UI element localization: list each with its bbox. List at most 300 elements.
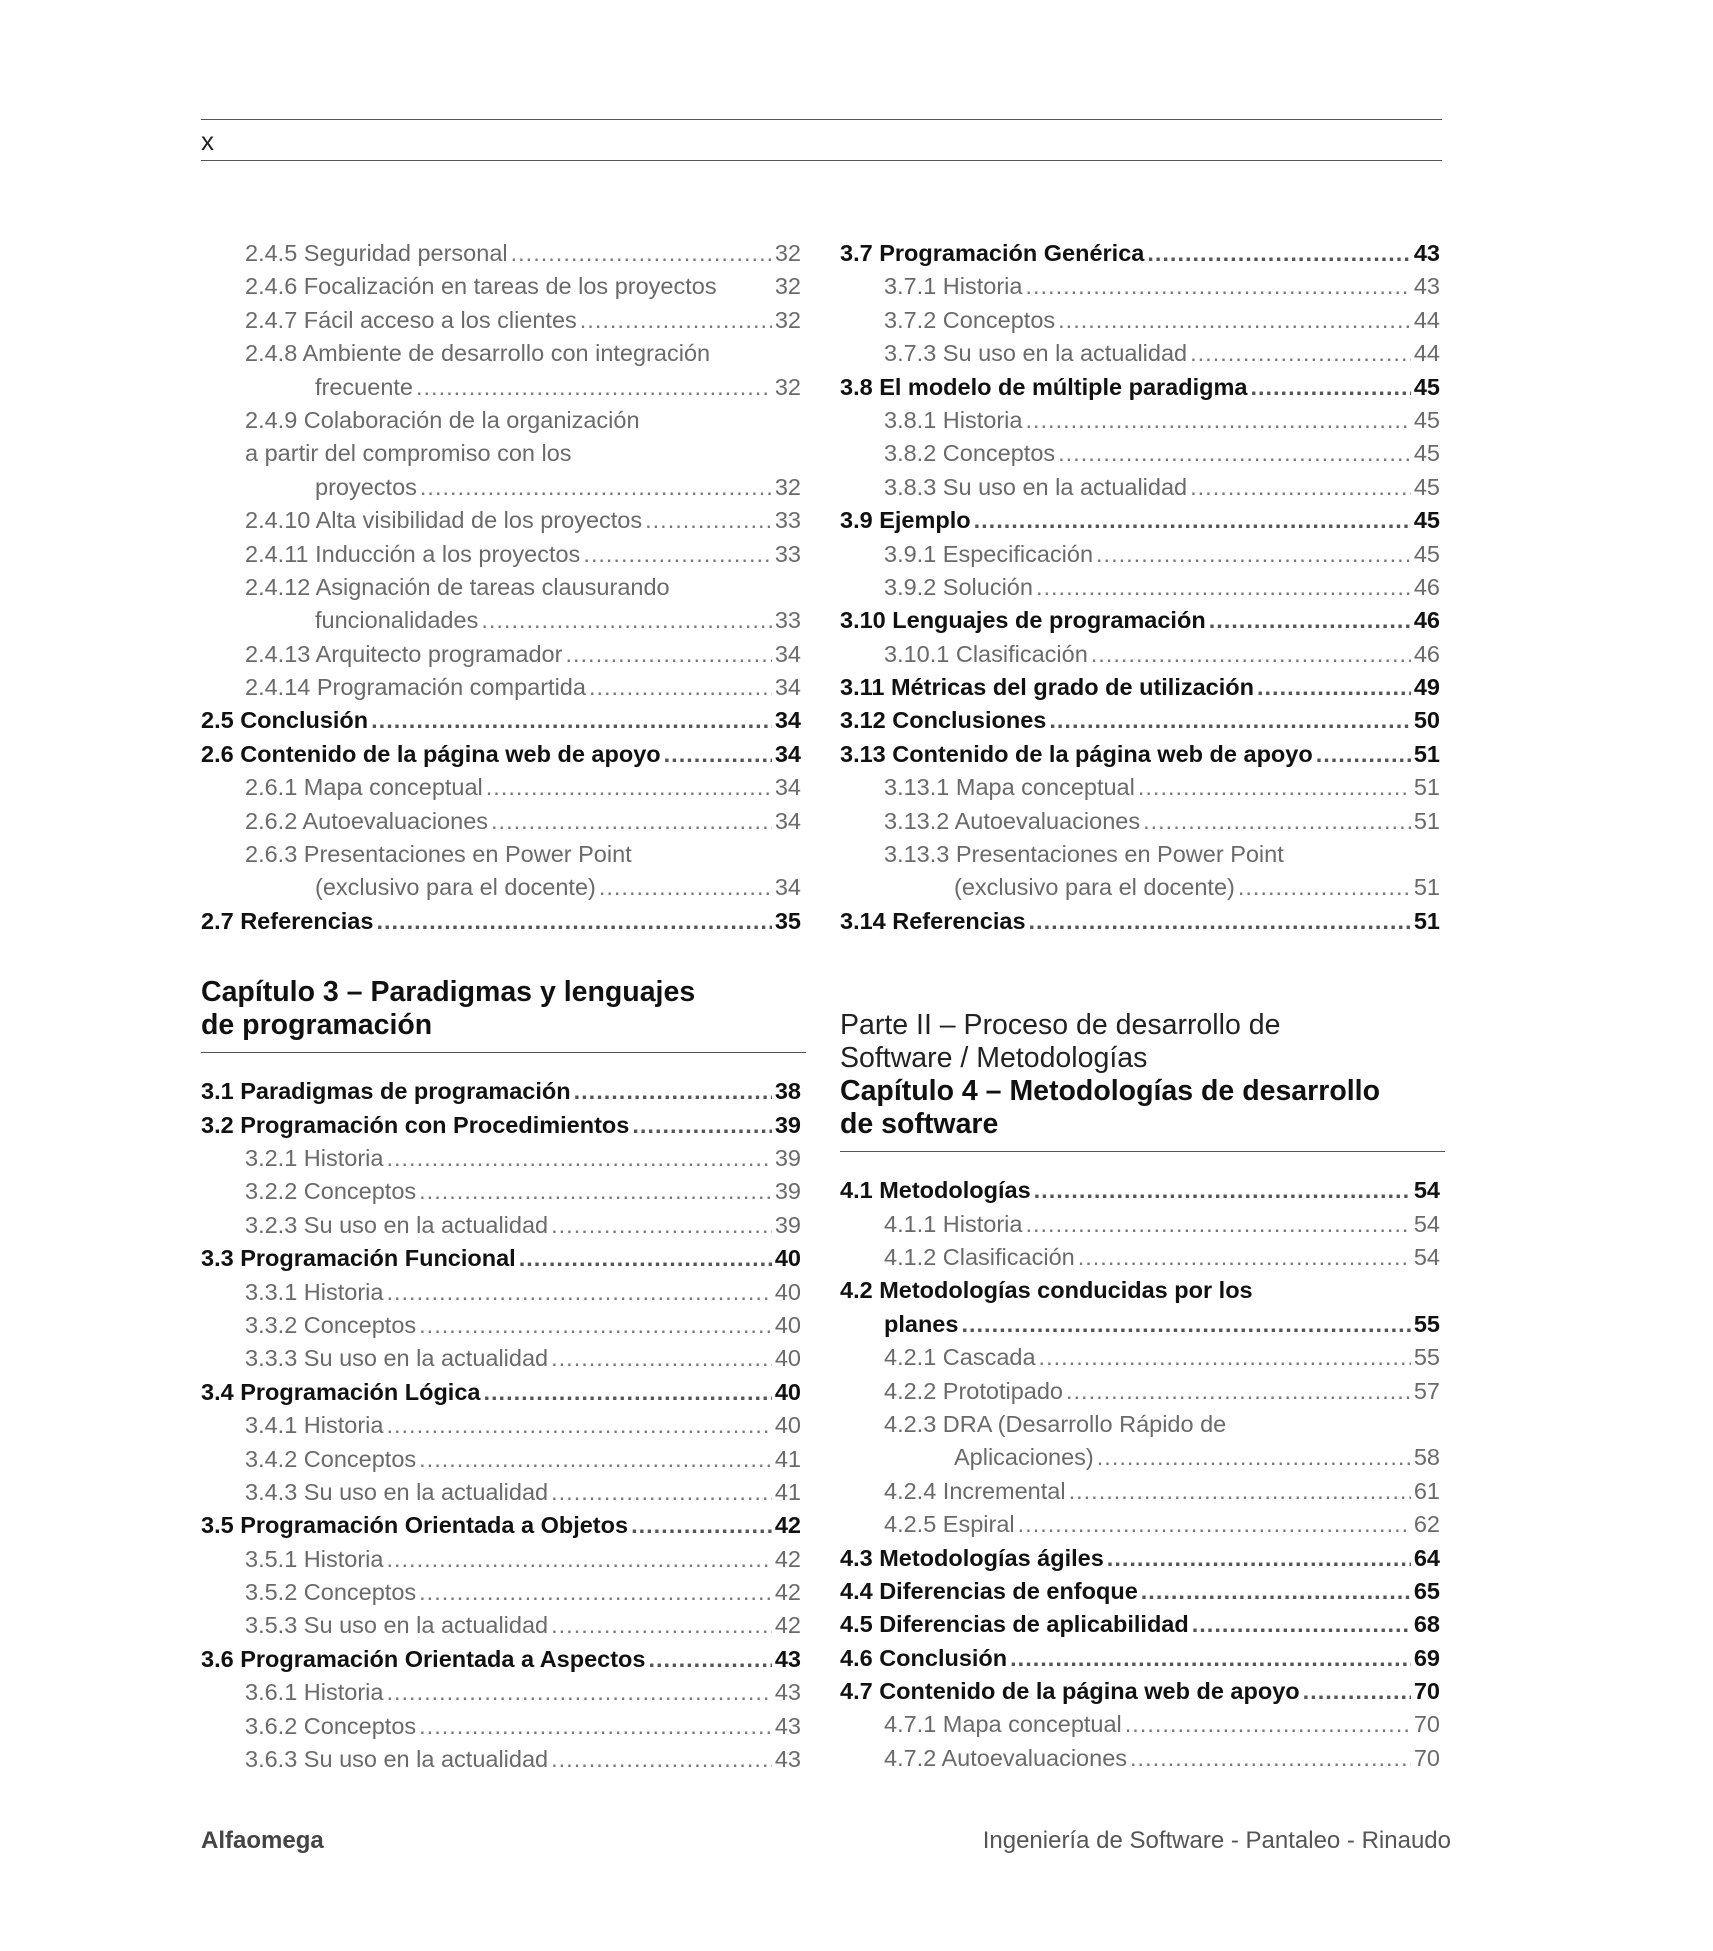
toc-entry[interactable] — [201, 1710, 801, 1743]
toc-entry-page: 54 — [1413, 1177, 1440, 1204]
toc-entry-page: 40 — [774, 1311, 801, 1338]
toc-entry[interactable] — [201, 371, 801, 404]
toc-entry-page: 40 — [774, 1412, 801, 1439]
toc-entry-title: 2.6.1 Mapa conceptual — [245, 774, 483, 801]
toc-entry[interactable] — [840, 337, 1440, 370]
toc-entry-title: frecuente — [315, 373, 413, 400]
part-heading — [840, 1009, 1440, 1152]
toc-entry[interactable] — [201, 1075, 801, 1108]
toc-entry-title: funcionalidades — [315, 607, 479, 634]
header-rule-top — [201, 119, 1442, 120]
dot-leader — [1058, 304, 1411, 337]
dot-leader — [1138, 771, 1411, 804]
toc-entry-page: 45 — [1413, 406, 1440, 433]
toc-entry-page: 51 — [1413, 807, 1440, 834]
toc-entry[interactable] — [840, 270, 1440, 303]
toc-entry[interactable] — [840, 237, 1440, 270]
toc-entry-page: 39 — [774, 1111, 801, 1138]
toc-entry[interactable] — [840, 371, 1440, 404]
toc-entry[interactable] — [201, 1175, 801, 1208]
toc-entry[interactable] — [840, 1174, 1440, 1207]
toc-entry-page: 43 — [774, 1645, 801, 1672]
toc-entry[interactable] — [201, 1609, 801, 1642]
toc-entry-title: 2.4.10 Alta visibilidad de los proyectos — [245, 507, 643, 534]
toc-entry[interactable] — [840, 805, 1440, 838]
toc-entry-title: 3.4 Programación Lógica — [201, 1378, 481, 1405]
header-rule-bottom — [201, 160, 1442, 161]
toc-entry-title: 3.5.3 Su uso en la actualidad — [245, 1612, 549, 1639]
dot-leader — [386, 1543, 771, 1576]
toc-entry[interactable] — [840, 538, 1440, 571]
toc-entry-title: 2.4.11 Inducción a los proyectos — [245, 540, 581, 567]
toc-entry-title: 3.10 Lenguajes de programación — [840, 607, 1206, 634]
dot-leader — [1091, 638, 1411, 671]
dot-leader — [1096, 538, 1411, 571]
toc-entry-page: 49 — [1413, 674, 1440, 701]
toc-entry-title: 3.5.1 Historia — [245, 1545, 384, 1572]
toc-entry[interactable]: a partir del compromiso con los — [245, 440, 572, 467]
toc-entry-page: 32 — [774, 473, 801, 500]
toc-entry-title: 4.2.4 Incremental — [884, 1477, 1066, 1504]
toc-entry-title: 3.4.2 Conceptos — [245, 1445, 417, 1472]
toc-entry[interactable] — [201, 1242, 801, 1275]
toc-entry[interactable] — [201, 538, 801, 571]
toc-entry-page: 55 — [1413, 1310, 1440, 1337]
dot-leader — [419, 1443, 772, 1476]
toc-entry[interactable] — [840, 638, 1440, 671]
dot-leader — [1143, 805, 1411, 838]
dot-leader — [1238, 871, 1411, 904]
toc-entry[interactable] — [840, 704, 1440, 737]
toc-entry[interactable] — [201, 1209, 801, 1242]
toc-entry[interactable] — [840, 504, 1440, 537]
dot-leader — [511, 237, 772, 270]
toc-entry[interactable] — [840, 1308, 1440, 1341]
toc-entry-title: 3.4.3 Su uso en la actualidad — [245, 1478, 549, 1505]
toc-entry[interactable] — [840, 738, 1440, 771]
toc-list — [840, 1174, 1440, 1775]
part-title-line: Parte II – Proceso de desarrollo de — [840, 1009, 1281, 1042]
toc-entry-page: 33 — [774, 540, 801, 567]
toc-entry[interactable]: 3.13.3 Presentaciones en Power Point — [884, 841, 1284, 868]
toc-entry[interactable] — [840, 671, 1440, 704]
toc-entry-title: planes — [884, 1310, 959, 1337]
dot-leader — [1190, 471, 1411, 504]
toc-entry-page: 42 — [774, 1612, 801, 1639]
toc-entry-title: 4.2.1 Cascada — [884, 1344, 1036, 1371]
toc-entry-page: 34 — [774, 640, 801, 667]
toc-entry-title: proyectos — [315, 473, 417, 500]
toc-list — [840, 237, 1440, 938]
footer-book-title: Ingeniería de Software - Pantaleo - Rinaudo — [982, 1827, 1451, 1854]
toc-entry-title: 3.14 Referencias — [840, 907, 1026, 934]
toc-entry[interactable] — [201, 905, 801, 938]
toc-entry-page: 43 — [1413, 240, 1440, 266]
toc-entry-page: 34 — [774, 674, 801, 701]
toc-entry[interactable] — [201, 1576, 801, 1609]
toc-entry-title: 3.3.3 Su uso en la actualidad — [245, 1345, 549, 1372]
toc-entry-page: 32 — [774, 240, 801, 266]
toc-entry[interactable] — [201, 1743, 801, 1776]
toc-entry-page: 51 — [1413, 907, 1440, 934]
dot-leader — [589, 671, 772, 704]
toc-entry-title: 3.3.1 Historia — [245, 1278, 384, 1305]
toc-entry[interactable] — [840, 1608, 1440, 1641]
toc-entry[interactable] — [840, 771, 1440, 804]
toc-entry-title: 3.7.1 Historia — [884, 273, 1023, 300]
toc-entry-title: 3.13.2 Autoevaluaciones — [884, 807, 1141, 834]
toc-entry[interactable] — [840, 404, 1440, 437]
toc-entry[interactable] — [201, 1342, 801, 1375]
toc-entry[interactable] — [201, 805, 801, 838]
toc-entry-page: 45 — [1413, 373, 1440, 400]
dot-leader — [961, 1308, 1410, 1341]
toc-entry[interactable] — [201, 604, 801, 637]
toc-entry-page: 44 — [1413, 340, 1440, 367]
dot-leader — [386, 1142, 771, 1175]
toc-entry-page: 61 — [1413, 1477, 1440, 1504]
toc-entry[interactable] — [201, 1276, 801, 1309]
dot-leader — [645, 504, 772, 537]
toc-entry-title: 4.7.2 Autoevaluaciones — [884, 1744, 1128, 1771]
chapter-title-line: de software — [840, 1108, 999, 1141]
toc-entry-page: 64 — [1413, 1544, 1440, 1571]
toc-entry-page: 45 — [1413, 507, 1440, 534]
toc-entry-page: 32 — [774, 273, 801, 300]
toc-entry-title: 3.3.2 Conceptos — [245, 1311, 417, 1338]
toc-entry[interactable] — [201, 237, 801, 270]
dot-leader — [1192, 1608, 1411, 1641]
dot-leader — [1034, 1174, 1411, 1207]
chapter-rule — [201, 1052, 806, 1053]
toc-entry-page: 40 — [774, 1345, 801, 1372]
toc-entry-page: 35 — [774, 907, 801, 934]
toc-entry-page: 42 — [774, 1579, 801, 1606]
dot-leader — [420, 471, 772, 504]
dot-leader — [580, 304, 772, 337]
toc-entry[interactable] — [201, 1409, 801, 1442]
dot-leader — [1010, 1642, 1411, 1675]
dot-leader — [631, 1509, 772, 1542]
toc-entry-title: 4.2.5 Espiral — [884, 1511, 1015, 1538]
dot-leader — [1029, 905, 1411, 938]
dot-leader — [416, 371, 772, 404]
toc-entry-page: 69 — [1413, 1644, 1440, 1671]
dot-leader — [1025, 1208, 1410, 1241]
toc-entry-title: 3.4.1 Historia — [245, 1412, 384, 1439]
toc-entry-page: 44 — [1413, 306, 1440, 333]
toc-entry-title: Aplicaciones) — [954, 1444, 1094, 1471]
toc-entry-title: 3.5.2 Conceptos — [245, 1579, 417, 1606]
dot-leader — [1036, 571, 1411, 604]
toc-entry-page: 68 — [1413, 1611, 1440, 1638]
toc-entry[interactable] — [201, 771, 801, 804]
toc-entry-page: 40 — [774, 1245, 801, 1272]
toc-entry[interactable] — [201, 1476, 801, 1509]
toc-entry[interactable] — [840, 1208, 1440, 1241]
toc-entry-page: 34 — [774, 774, 801, 801]
toc-entry-title: 2.4.14 Programación compartida — [245, 674, 586, 701]
toc-entry-page: 62 — [1413, 1511, 1440, 1538]
toc-entry[interactable] — [840, 304, 1440, 337]
toc-entry[interactable] — [201, 1543, 801, 1576]
toc-entry[interactable] — [201, 738, 801, 771]
toc-entry-page: 43 — [774, 1679, 801, 1706]
toc-entry[interactable] — [840, 871, 1440, 904]
toc-entry-page: 32 — [774, 373, 801, 400]
toc-entry-page: 57 — [1413, 1377, 1440, 1404]
toc-entry-title: 3.7.3 Su uso en la actualidad — [884, 340, 1188, 367]
toc-entry-page: 34 — [774, 707, 801, 734]
toc-entry-title: 3.6 Programación Orientada a Aspectos — [201, 1645, 646, 1672]
toc-entry-title: 2.5 Conclusión — [201, 707, 369, 734]
toc-entry[interactable]: 2.4.8 Ambiente de desarrollo con integración — [245, 340, 711, 367]
toc-entry-page: 55 — [1413, 1344, 1440, 1371]
toc-entry[interactable]: 2.4.9 Colaboración de la organización — [245, 406, 640, 433]
toc-entry-page: 39 — [774, 1144, 801, 1171]
toc-entry-page: 40 — [774, 1378, 801, 1405]
dot-leader — [648, 1643, 771, 1676]
toc-entry-page: 50 — [1413, 707, 1440, 734]
toc-entry-title: 3.13 Contenido de la página web de apoyo — [840, 740, 1313, 767]
toc-entry[interactable]: 4.2 Metodologías conducidas por los — [840, 1277, 1253, 1304]
footer-publisher: Alfaomega — [201, 1827, 324, 1854]
toc-entry-title: 3.1 Paradigmas de programación — [201, 1078, 571, 1105]
page-number: x — [201, 126, 214, 156]
dot-leader — [1316, 738, 1411, 771]
toc-entry-title: 3.5 Programación Orientada a Objetos — [201, 1512, 629, 1539]
toc-entry[interactable] — [201, 1376, 801, 1409]
toc-entry-page: 33 — [774, 507, 801, 534]
dot-leader — [583, 538, 772, 571]
toc-entry[interactable] — [840, 1542, 1440, 1575]
dot-leader — [1107, 1542, 1411, 1575]
toc-entry-title: 3.8.3 Su uso en la actualidad — [884, 473, 1188, 500]
toc-entry-page: 46 — [1413, 607, 1440, 634]
toc-entry[interactable] — [840, 905, 1440, 938]
dot-leader — [1069, 1475, 1411, 1508]
dot-leader — [419, 1710, 772, 1743]
toc-entry[interactable] — [201, 1643, 801, 1676]
dot-leader — [491, 805, 772, 838]
toc-entry[interactable] — [201, 1509, 801, 1542]
toc-entry-title: 4.7 Contenido de la página web de apoyo — [840, 1678, 1300, 1705]
toc-entry[interactable] — [201, 704, 801, 737]
toc-entry[interactable] — [201, 871, 801, 904]
dot-leader — [481, 604, 772, 637]
dot-leader — [386, 1676, 771, 1709]
dot-leader — [1130, 1742, 1411, 1775]
toc-entry-page: 46 — [1413, 573, 1440, 600]
toc-entry-page: 41 — [774, 1445, 801, 1472]
toc-entry-page: 45 — [1413, 540, 1440, 567]
toc-entry-page: 70 — [1413, 1744, 1440, 1771]
dot-leader — [974, 504, 1411, 537]
toc-entry-page: 54 — [1413, 1243, 1440, 1270]
toc-entry-title: 4.2.2 Prototipado — [884, 1377, 1063, 1404]
toc-entry[interactable] — [201, 1109, 801, 1142]
dot-leader — [551, 1209, 772, 1242]
toc-entry-title: 3.2.1 Historia — [245, 1144, 384, 1171]
toc-entry[interactable] — [201, 1142, 801, 1175]
chapter-title-line: Capítulo 4 – Metodologías de desarrollo — [840, 1075, 1380, 1108]
toc-entry-page: 34 — [774, 874, 801, 901]
toc-entry-title: 4.7.1 Mapa conceptual — [884, 1711, 1122, 1738]
dot-leader — [386, 1409, 771, 1442]
toc-entry[interactable] — [840, 1508, 1440, 1541]
dot-leader — [1078, 1241, 1411, 1274]
toc-entry-page: 45 — [1413, 440, 1440, 467]
dot-leader — [1058, 437, 1411, 470]
toc-entry-page: 43 — [1413, 273, 1440, 300]
toc-entry[interactable] — [840, 1708, 1440, 1741]
dot-leader — [386, 1276, 771, 1309]
toc-entry-page: 34 — [774, 807, 801, 834]
toc-entry-page: 41 — [774, 1478, 801, 1505]
dot-leader — [1257, 671, 1411, 704]
toc-entry[interactable] — [201, 671, 801, 704]
toc-column-right — [840, 237, 1440, 1775]
toc-entry-title: 4.4 Diferencias de enfoque — [840, 1577, 1138, 1604]
toc-entry[interactable] — [201, 1309, 801, 1342]
toc-entry-title: 2.4.7 Fácil acceso a los clientes — [245, 306, 577, 333]
dot-leader — [1303, 1675, 1411, 1708]
toc-entry-page: 32 — [774, 306, 801, 333]
toc-entry-title: 3.8.1 Historia — [884, 406, 1023, 433]
toc-entry-title: 4.1.1 Historia — [884, 1210, 1023, 1237]
toc-entry-title: 3.2.3 Su uso en la actualidad — [245, 1211, 549, 1238]
toc-entry-page: 43 — [774, 1746, 801, 1773]
toc-entry[interactable]: 2.6.3 Presentaciones en Power Point — [245, 841, 632, 868]
toc-entry-title: 2.4.6 Focalización en tareas de los proyectos — [245, 273, 717, 300]
toc-entry[interactable] — [201, 1443, 801, 1476]
toc-entry-title: 3.7 Programación Genérica — [840, 240, 1145, 266]
toc-entry-title: 2.7 Referencias — [201, 907, 374, 934]
toc-entry-title: 3.6.3 Su uso en la actualidad — [245, 1746, 549, 1773]
dot-leader — [1049, 704, 1411, 737]
toc-entry-page: 51 — [1413, 740, 1440, 767]
toc-entry-page: 51 — [1413, 774, 1440, 801]
toc-entry[interactable] — [840, 1642, 1440, 1675]
toc-entry[interactable] — [840, 1441, 1440, 1474]
dot-leader — [1039, 1341, 1411, 1374]
toc-entry-title: 3.10.1 Clasificación — [884, 640, 1088, 667]
toc-entry[interactable] — [840, 1341, 1440, 1374]
toc-entry-title: 3.8.2 Conceptos — [884, 440, 1056, 467]
dot-leader — [419, 1175, 772, 1208]
toc-entry-page: 45 — [1413, 473, 1440, 500]
toc-entry[interactable]: 4.2.3 DRA (Desarrollo Rápido de — [884, 1410, 1227, 1437]
toc-entry-page: 43 — [774, 1712, 801, 1739]
dot-leader — [565, 638, 771, 671]
toc-entry-title: (exclusivo para el docente) — [954, 874, 1235, 901]
toc-entry[interactable] — [840, 1475, 1440, 1508]
toc-entry-title: 4.5 Diferencias de aplicabilidad — [840, 1611, 1189, 1638]
dot-leader — [1097, 1441, 1411, 1474]
toc-entry[interactable] — [840, 571, 1440, 604]
toc-entry-page: 70 — [1413, 1711, 1440, 1738]
toc-entry[interactable] — [201, 471, 801, 504]
toc-entry[interactable] — [840, 1375, 1440, 1408]
toc-entry-page: 40 — [774, 1278, 801, 1305]
part-title-line: Software / Metodologías — [840, 1042, 1148, 1075]
toc-entry-page: 65 — [1413, 1577, 1440, 1604]
toc-entry[interactable] — [201, 504, 801, 537]
toc-entry-page: 34 — [774, 740, 801, 767]
toc-entry[interactable]: 2.4.12 Asignación de tareas clausurando — [245, 573, 670, 600]
toc-entry-title: 4.1.2 Clasificación — [884, 1243, 1075, 1270]
toc-entry[interactable] — [840, 471, 1440, 504]
toc-entry[interactable] — [840, 1742, 1440, 1775]
dot-leader — [519, 1242, 772, 1275]
toc-entry-title: 3.3 Programación Funcional — [201, 1245, 516, 1272]
toc-entry[interactable] — [201, 638, 801, 671]
toc-entry[interactable] — [201, 304, 801, 337]
toc-entry[interactable] — [840, 1575, 1440, 1608]
dot-leader — [551, 1609, 772, 1642]
dot-leader — [599, 871, 772, 904]
toc-entry-page: 39 — [774, 1211, 801, 1238]
dot-leader — [632, 1109, 772, 1142]
toc-entry-title: 3.6.1 Historia — [245, 1679, 384, 1706]
toc-entry-title: 3.13.1 Mapa conceptual — [884, 774, 1135, 801]
toc-entry-page: 46 — [1413, 640, 1440, 667]
dot-leader — [1147, 237, 1411, 270]
toc-entry-page: 38 — [774, 1078, 801, 1105]
toc-entry-page: 42 — [774, 1545, 801, 1572]
dot-leader — [1250, 371, 1410, 404]
toc-entry[interactable] — [840, 1675, 1440, 1708]
dot-leader — [1209, 604, 1411, 637]
dot-leader — [486, 771, 772, 804]
toc-entry[interactable] — [201, 1676, 801, 1709]
toc-entry-title: 4.1 Metodologías — [840, 1177, 1031, 1204]
chapter-rule — [840, 1151, 1445, 1152]
toc-entry-title: 3.2.2 Conceptos — [245, 1178, 417, 1205]
dot-leader — [419, 1309, 772, 1342]
dot-leader — [664, 738, 772, 771]
toc-column-left — [201, 237, 801, 1776]
dot-leader — [1066, 1375, 1411, 1408]
toc-list — [201, 237, 801, 938]
toc-entry-page: 39 — [774, 1178, 801, 1205]
toc-entry-title: 2.4.5 Seguridad personal — [245, 240, 508, 266]
toc-entry-page: 51 — [1413, 874, 1440, 901]
toc-entry-page: 54 — [1413, 1210, 1440, 1237]
toc-entry[interactable] — [840, 604, 1440, 637]
toc-entry-title: 3.11 Métricas del grado de utilización — [840, 674, 1254, 701]
toc-entry[interactable] — [840, 437, 1440, 470]
toc-entry-title: (exclusivo para el docente) — [315, 874, 596, 901]
dot-leader — [1025, 270, 1410, 303]
toc-entry-title: 3.9.1 Especificación — [884, 540, 1094, 567]
dot-leader — [1125, 1708, 1411, 1741]
toc-entry-title: 3.2 Programación con Procedimientos — [201, 1111, 630, 1138]
dot-leader — [551, 1476, 772, 1509]
toc-entry-title: 3.9.2 Solución — [884, 573, 1033, 600]
toc-entry-page: 58 — [1413, 1444, 1440, 1471]
dot-leader — [1141, 1575, 1411, 1608]
toc-entry-title: 2.6 Contenido de la página web de apoyo — [201, 740, 661, 767]
toc-entry[interactable] — [840, 1241, 1440, 1274]
chapter-title-line: Capítulo 3 – Paradigmas y lenguajes — [201, 976, 696, 1009]
toc-entry[interactable] — [201, 270, 801, 303]
toc-entry-page: 42 — [774, 1512, 801, 1539]
toc-entry-page: 33 — [774, 607, 801, 634]
dot-leader — [1025, 404, 1410, 437]
dot-leader — [551, 1342, 772, 1375]
dot-leader — [1190, 337, 1411, 370]
